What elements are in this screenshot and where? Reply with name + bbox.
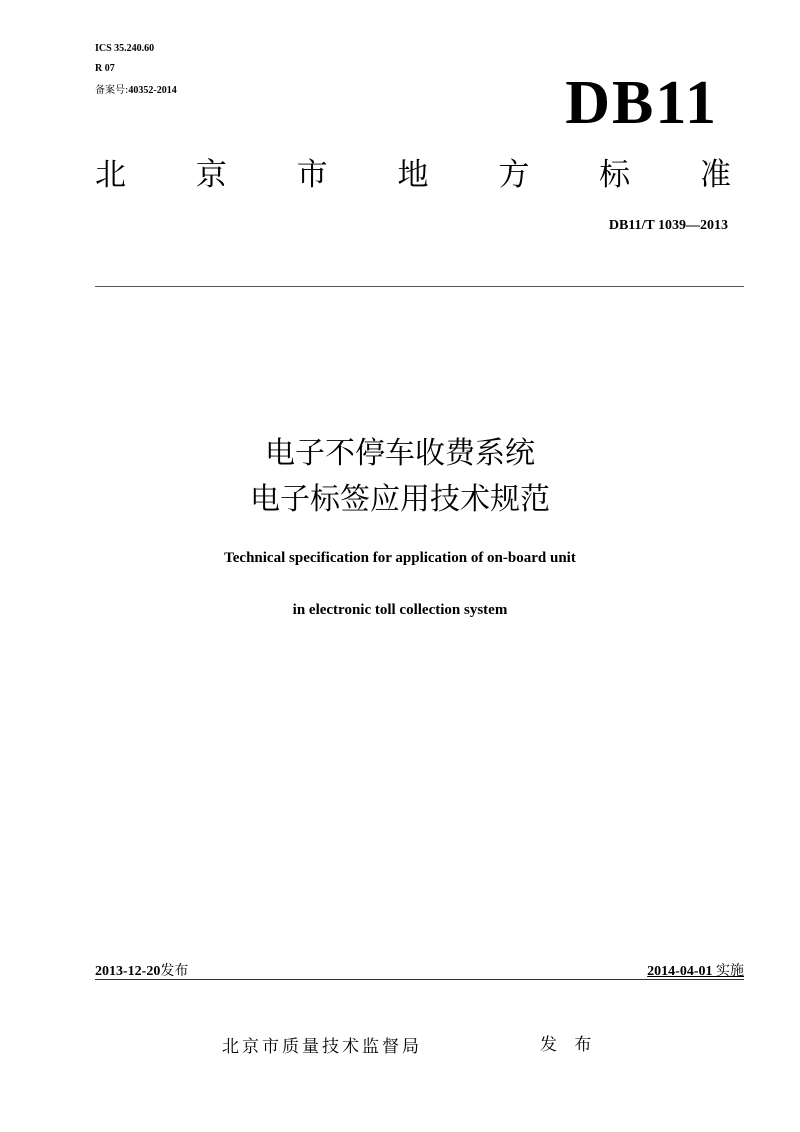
implementation-date-value: 2014-04-01 bbox=[647, 964, 713, 979]
ccs-code: R 07 bbox=[95, 63, 115, 74]
title-char: 地 bbox=[397, 157, 429, 193]
title-char: 标 bbox=[599, 157, 631, 193]
issue-date-value: 2013-12-20 bbox=[95, 964, 161, 979]
publish-label: 发 布 bbox=[540, 1035, 598, 1055]
record-number bbox=[95, 84, 177, 98]
title-char: 准 bbox=[699, 157, 731, 193]
standard-number: DB11/T 1039—2013 bbox=[608, 218, 728, 233]
record-number-value: 40352-2014 bbox=[128, 85, 177, 96]
title-char: 方 bbox=[498, 157, 530, 193]
standard-type-title bbox=[95, 154, 731, 196]
title-char: 北 bbox=[95, 157, 126, 193]
title-char: 市 bbox=[296, 157, 328, 193]
document-title-zh-line2: 电子标签应用技术规范 bbox=[250, 482, 550, 517]
publisher: 北京市质量技术监督局 bbox=[222, 1037, 422, 1057]
implementation-date-label: 实施 bbox=[716, 963, 744, 979]
db-logo: DB11 bbox=[565, 69, 718, 137]
ics-code: ICS 35.240.60 bbox=[95, 43, 155, 54]
issue-date bbox=[95, 960, 188, 980]
document-title-zh-line1: 电子不停车收费系统 bbox=[265, 436, 535, 471]
header-divider bbox=[95, 286, 744, 287]
issue-date-label: 发布 bbox=[160, 963, 189, 979]
document-title-en-line1: Technical specification for application of on-board unit bbox=[224, 550, 576, 566]
title-char: 京 bbox=[195, 157, 227, 193]
document-title-en-line2: in electronic toll collection system bbox=[292, 602, 508, 618]
footer-divider bbox=[95, 979, 744, 980]
implementation-date bbox=[647, 960, 744, 980]
record-number-label: 备案号: bbox=[95, 85, 129, 96]
